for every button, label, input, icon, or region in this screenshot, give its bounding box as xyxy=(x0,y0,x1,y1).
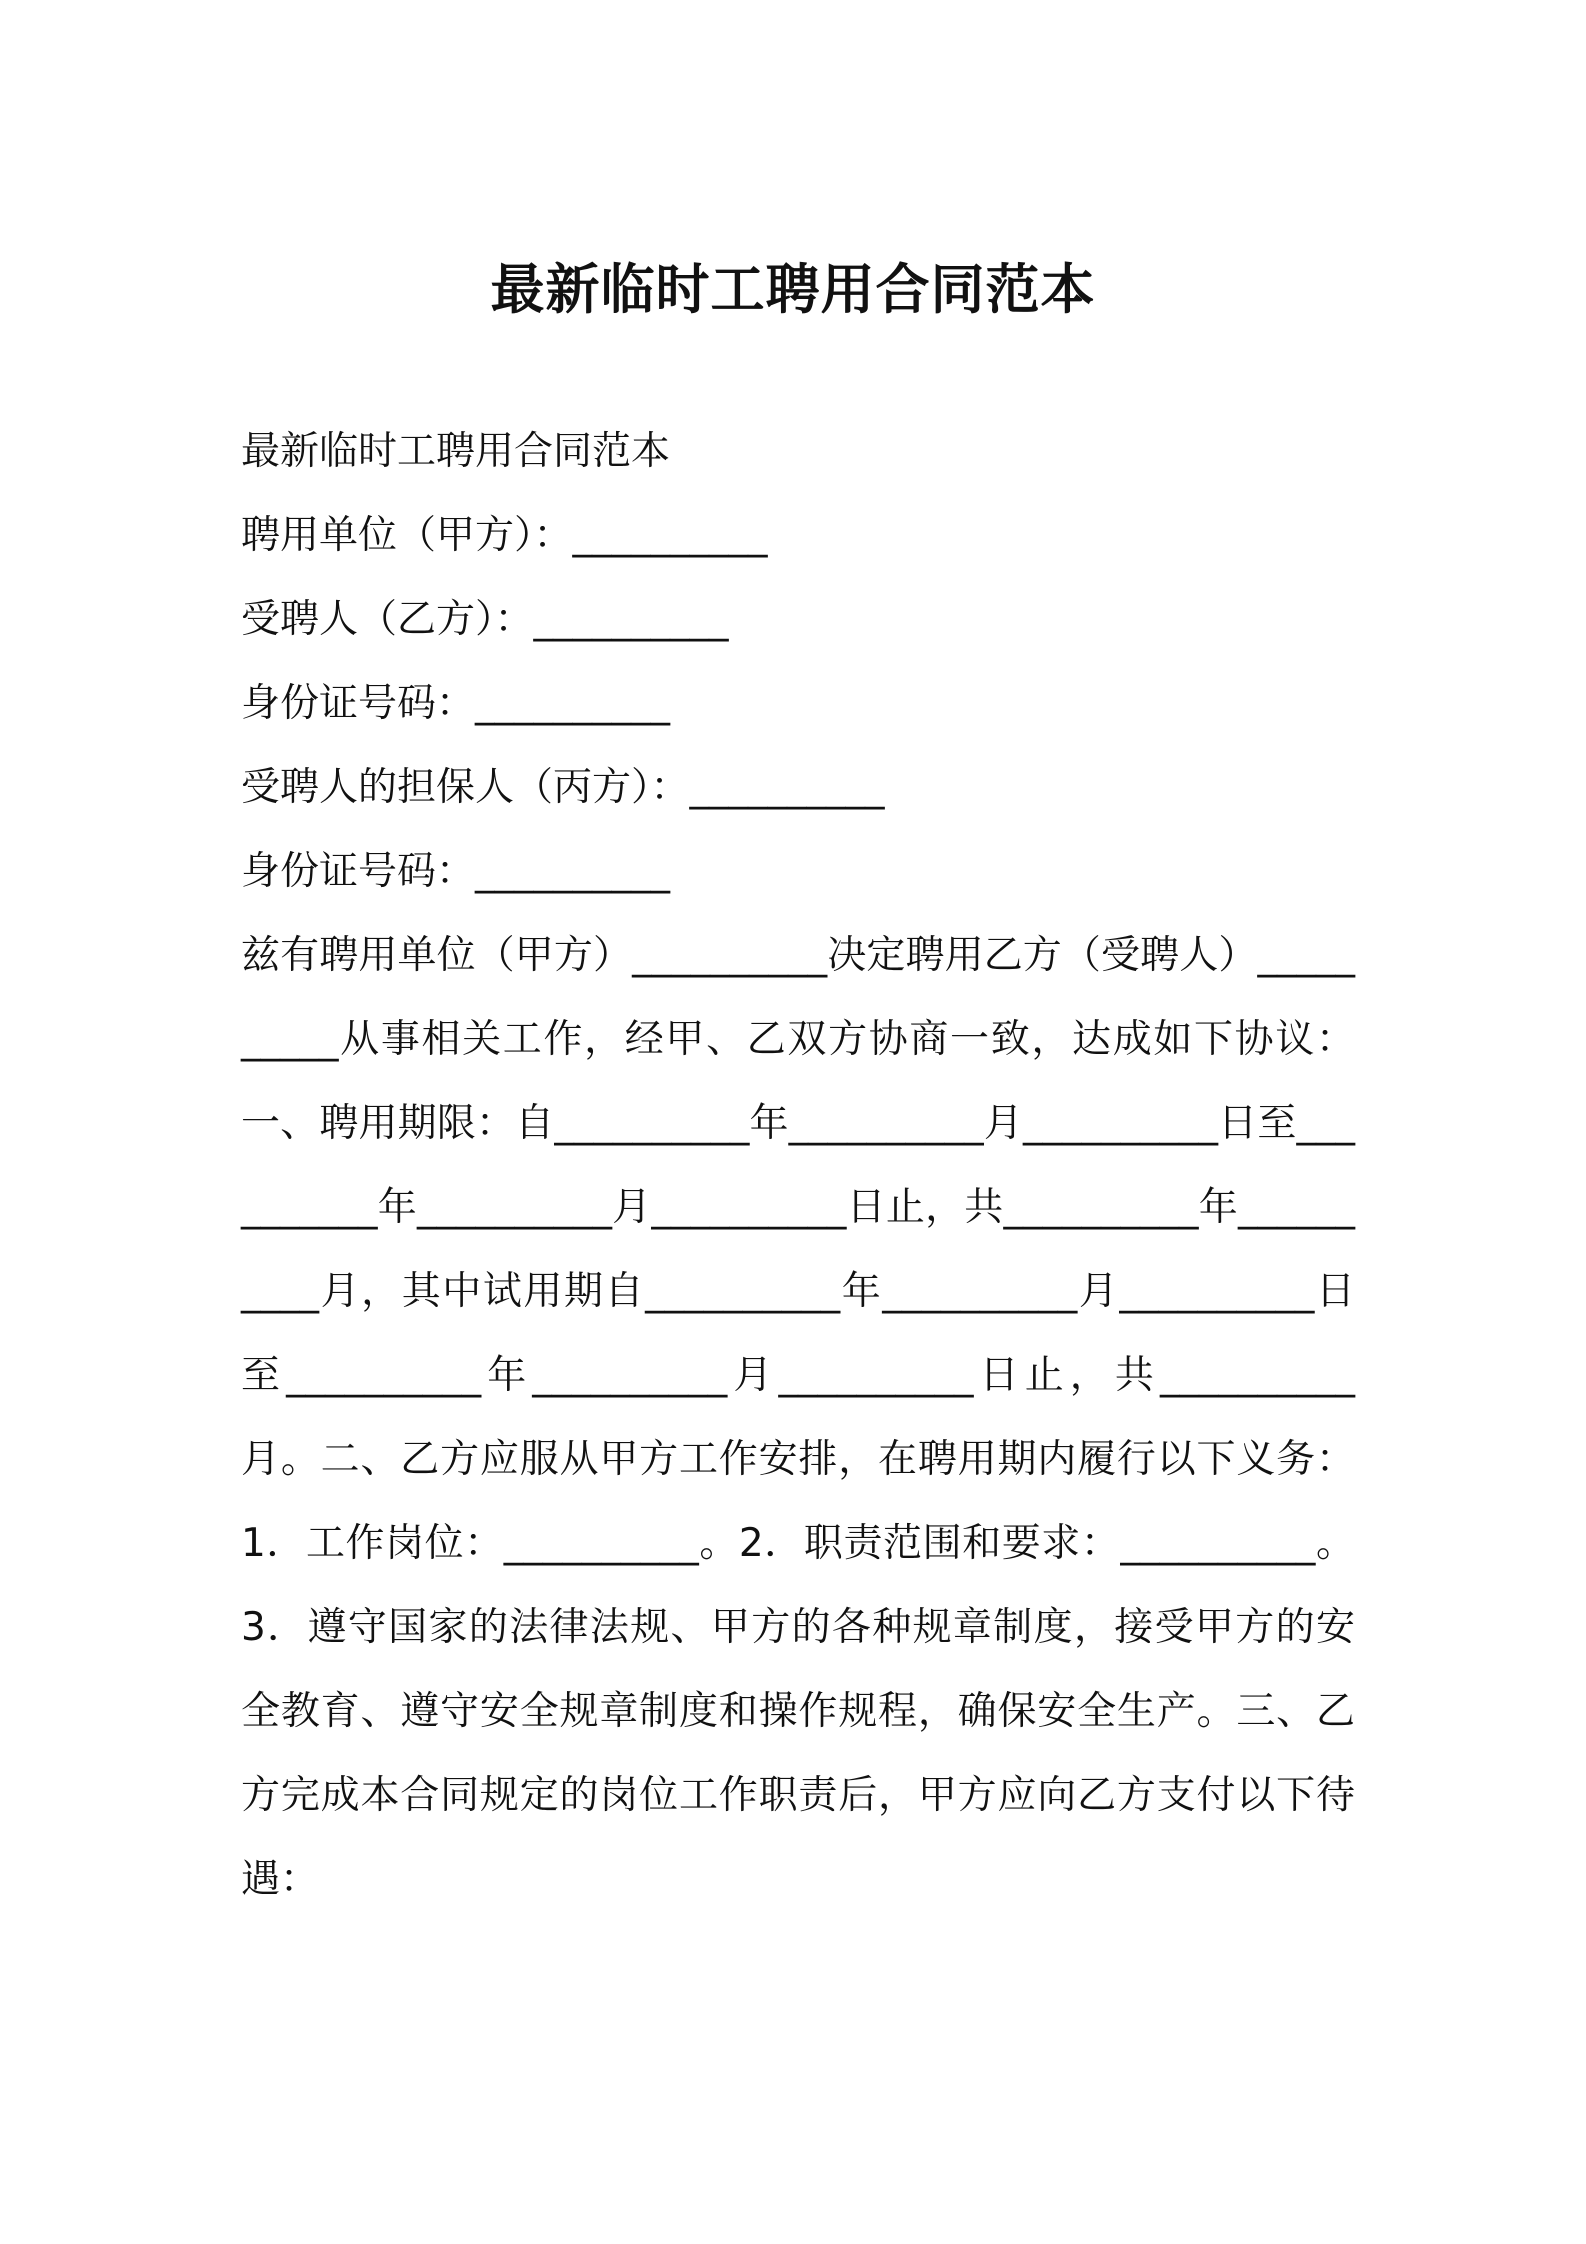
subtitle-line: 最新临时工聘用合同范本 xyxy=(241,429,671,474)
document-title: 最新临时工聘用合同范本 xyxy=(490,258,1096,321)
contract-terms-paragraph: 兹有聘用单位（甲方）__________决定聘用乙方（受聘人）__________从事相关工作，经甲、乙双方协商一致，达成如下协议：一、聘用期限：自__________年__________月__________日至__________年__________月__________日止，共__________年__________月，其中试用期自__________年__________月__________日至__________年__________月__________日止，共__________月。二、乙方应服从甲方工作安排，在聘用期内履行以下义务：1．工作岗位：__________。2．职责范围和要求：__________。3．遵守国家的法律法规、甲方的各种规章制度，接受甲方的安全教育、遵守安全规章制度和操作规程，确保安全生产。三、乙方完成本合同规定的岗位工作职责后，甲方应向乙方支付以下待遇： xyxy=(241,933,1355,1902)
employer-field: 聘用单位（甲方）：__________ xyxy=(241,513,768,558)
guarantor-id-field: 身份证号码：__________ xyxy=(241,849,671,894)
document-body xyxy=(241,410,1355,1922)
employee-field: 受聘人（乙方）：__________ xyxy=(241,597,729,642)
guarantor-field: 受聘人的担保人（丙方）：__________ xyxy=(241,765,885,810)
employee-id-field: 身份证号码：__________ xyxy=(241,681,671,726)
